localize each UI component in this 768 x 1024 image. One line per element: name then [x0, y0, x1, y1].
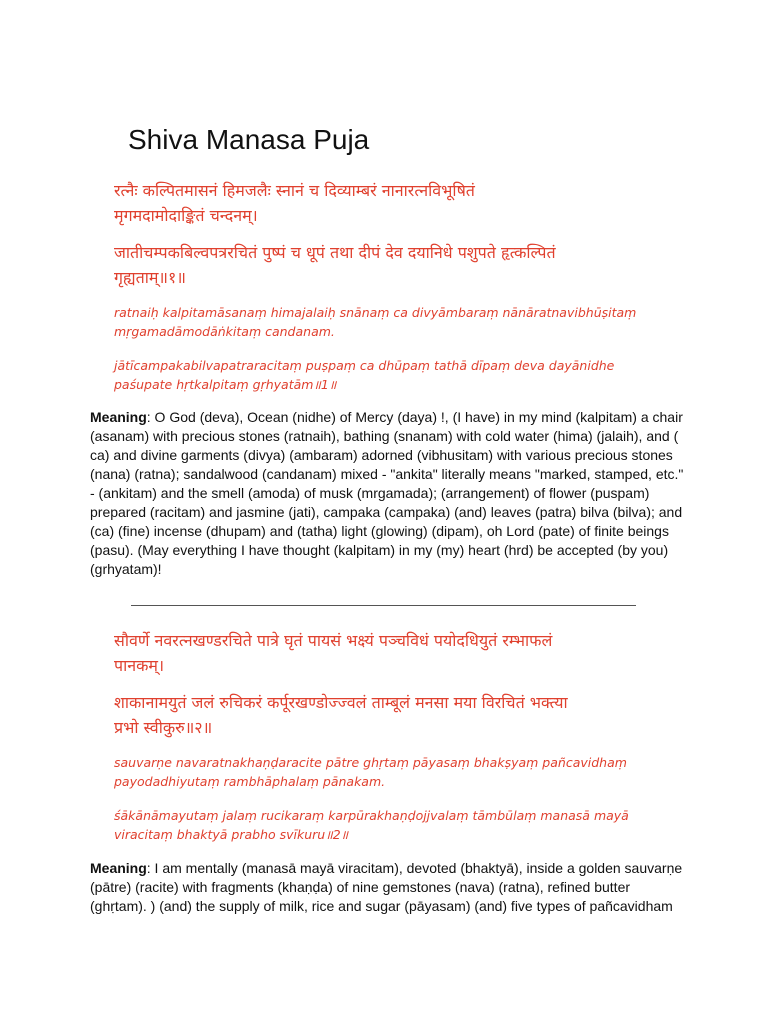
verse1-translit-line: mṛgamadāmodāṅkitaṃ candanam.: [114, 324, 335, 339]
verse2-translit-line: payodadhiyutaṃ rambhāphalaṃ pānakam.: [114, 774, 386, 789]
meaning-line: (ghṛtam). ) (and) the supply of milk, rice and sugar (pāyasam) (and) five types of pañcavidham: [90, 898, 673, 914]
meaning-line: ca) and divine garments (divya) (ambaram) adorned (vibhusitam) with various precious stones: [90, 447, 673, 463]
verse1-meaning: [90, 408, 682, 579]
verse1-devanagari-stanza-1: [114, 178, 674, 228]
verse1-devanagari-line: मृगमदामोदाङ्कितं चन्दनम्।: [114, 206, 258, 225]
meaning-line: (pātre) (racite) with fragments (khaṇḍa) of nine gemstones (nava) (ratna), refined butter: [90, 879, 631, 895]
verse2-devanagari-stanza-1: [114, 628, 674, 678]
verse2-devanagari-line: सौवर्णे नवरत्नखण्डरचिते पात्रे घृतं पायसं भक्ष्यं पञ्चविधं पयोदधियुतं रम्भाफलं: [114, 631, 553, 650]
section-divider: [131, 605, 636, 606]
verse2-transliteration-stanza-2: [114, 806, 654, 844]
meaning-line: : O God (deva), Ocean (nidhe) of Mercy (daya) !, (I have) in my mind (kalpitam) a chair: [146, 409, 683, 425]
verse2-devanagari-line: शाकानामयुतं जलं रुचिकरं कर्पूरखण्डोज्ज्वलं ताम्बूलं मनसा मया विरचितं भक्त्या: [114, 693, 568, 712]
meaning-line: (asanam) with precious stones (ratnaih), bathing (snanam) with cold water (hima) (jalaih), and (: [90, 428, 679, 444]
verse1-devanagari-stanza-2: [114, 240, 674, 290]
verse2-transliteration-stanza-1: [114, 753, 654, 791]
verse1-devanagari-line: गृह्यताम्॥१॥: [114, 268, 186, 287]
verse2-translit-line: śākānāmayutaṃ jalaṃ rucikaraṃ karpūrakhaṇḍojjvalaṃ tāmbūlaṃ manasā mayā: [114, 808, 629, 823]
verse1-devanagari-line: जातीचम्पकबिल्वपत्ररचितं पुष्पं च धूपं तथा दीपं देव दयानिधे पशुपते हृत्कल्पितं: [114, 243, 556, 262]
meaning-line: prepared (racitam) and jasmine (jati), campaka (campaka) (and) leaves (patra) bilva (bilva); and: [90, 504, 683, 520]
meaning-line: - (ankitam) and the smell (amoda) of musk (mrgamada); (arrangement) of flower (puspam): [90, 485, 650, 501]
meaning-line: (ca) (fine) incense (dhupam) and (tatha) light (glowing) (dipam), oh Lord (pate) of finite beings: [90, 523, 669, 539]
verse2-meaning: [90, 859, 682, 916]
meaning-label: Meaning: [90, 409, 147, 425]
verse2-devanagari-stanza-2: [114, 690, 674, 740]
verse2-translit-line: viracitaṃ bhaktyā prabho svīkuru॥2॥: [114, 827, 349, 842]
verse1-transliteration-stanza-2: [114, 356, 654, 394]
verse1-translit-line: paśupate hṛtkalpitaṃ gṛhyatām॥1॥: [114, 377, 337, 392]
verse2-devanagari-line: प्रभो स्वीकुरु॥२॥: [114, 718, 213, 737]
meaning-line: (grhyatam)!: [90, 561, 162, 577]
meaning-line: (nana) (ratna); sandalwood (candanam) mixed - "ankita" literally means "marked, stamped, etc.": [90, 466, 684, 482]
meaning-line: : I am mentally (manasā mayā viracitam), devoted (bhaktyā), inside a golden sauvarṇe: [146, 860, 683, 876]
meaning-line: (pasu). (May everything I have thought (kalpitam) in my (my) heart (hrd) be accepted (by you): [90, 542, 669, 558]
verse1-transliteration-stanza-1: [114, 303, 654, 341]
verse1-devanagari-line: रत्नैः कल्पितमासनं हिमजलैः स्नानं च दिव्याम्बरं नानारत्नविभूषितं: [114, 181, 475, 200]
verse2-devanagari-line: पानकम्।: [114, 656, 165, 675]
meaning-label: Meaning: [90, 860, 147, 876]
verse1-translit-line: ratnaiḥ kalpitamāsanaṃ himajalaiḥ snānaṃ ca divyāmbaraṃ nānāratnavibhūṣitaṃ: [114, 305, 637, 320]
verse2-translit-line: sauvarṇe navaratnakhaṇḍaracite pātre ghṛtaṃ pāyasaṃ bhakṣyaṃ pañcavidhaṃ: [114, 755, 627, 770]
verse1-translit-line: jātīcampakabilvapatraracitaṃ puṣpaṃ ca dhūpaṃ tathā dīpaṃ deva dayānidhe: [114, 358, 615, 373]
page-title: Shiva Manasa Puja: [128, 124, 370, 155]
